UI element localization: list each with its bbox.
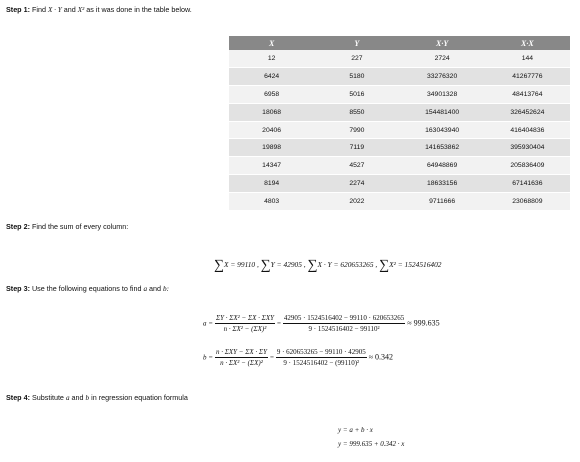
table-row	[229, 67, 570, 85]
table-cell: 144	[485, 50, 570, 67]
table-cell: 48413764	[485, 85, 570, 103]
table-row	[229, 50, 570, 67]
step2-text: Step 2: Find the sum of every column:	[6, 222, 129, 231]
data-table	[229, 36, 570, 211]
table-cell: 14347	[229, 157, 314, 175]
table-cell: 205836409	[485, 157, 570, 175]
eq-b-substituted: $\frac{9 \cdot 620653265 - 99110 \cdot 42905}{\text{9 · 1524516402 − (99110)²}}$	[276, 348, 366, 367]
table-cell: 20406	[229, 121, 314, 139]
table-cell: 18633156	[400, 175, 485, 193]
regression-result: y = 999.635 + 0.342 · x	[338, 440, 405, 448]
eq-a-substituted: $\frac{42905 \cdot 1524516402 - 99110 \cdot 620653265}{\text{9 · 1524516402 − 99110²}}$	[283, 314, 405, 333]
table-row	[229, 121, 570, 139]
eq-a-formula: $\frac{\text{ΣY · ΣX² − ΣX · ΣXY}}{\text{n · ΣX² − (ΣX)²}}$	[215, 314, 275, 333]
sigma-icon: ∑	[214, 258, 224, 273]
step1-label: Step 1:	[6, 5, 30, 14]
step4-text: Step 4: Substitute a and b in regression equation formula	[6, 393, 188, 402]
table-cell: 4803	[229, 193, 314, 211]
table-cell: 154481400	[400, 103, 485, 121]
step1-text: Step 1: Find X · Y and X² as it was done in the table below.	[6, 5, 192, 14]
table-cell: 33276320	[400, 67, 485, 85]
header-xx: X·X	[485, 36, 570, 50]
table-row	[229, 157, 570, 175]
table-row	[229, 175, 570, 193]
table-cell: 4527	[314, 157, 399, 175]
regression-general: y = a + b · x	[338, 426, 373, 434]
table-cell: 395930404	[485, 139, 570, 157]
table-cell: 41267776	[485, 67, 570, 85]
step4-label: Step 4:	[6, 393, 30, 402]
sigma-icon: ∑	[307, 258, 318, 273]
equation-b: b = $\frac{\text{n · ΣXY − ΣX · ΣY}}{\text{n · ΣX² − (ΣX)²}}$ = $\frac{9 \cdot 620653265 - 99110 \cdot 42905}{\text{9 · 1524516402 − (99110)²}}$ ≈ 0.342	[203, 348, 394, 367]
table-cell: 7119	[314, 139, 399, 157]
eq-a-result: ≈ 999.635	[407, 318, 440, 328]
table-cell: 6958	[229, 85, 314, 103]
table-cell: 19898	[229, 139, 314, 157]
sum-xx: X² = 1524516402	[389, 260, 442, 269]
sigma-icon: ∑	[260, 258, 271, 273]
table-cell: 64948869	[400, 157, 485, 175]
eq-a-lhs: a =	[203, 319, 213, 328]
table-cell: 34901328	[400, 85, 485, 103]
table-row	[229, 103, 570, 121]
table-cell: 5016	[314, 85, 399, 103]
column-sums	[214, 258, 442, 274]
table-cell: 9711666	[400, 193, 485, 211]
table-cell: 23068809	[485, 193, 570, 211]
table-row	[229, 193, 570, 211]
table-cell: 416404836	[485, 121, 570, 139]
header-xy: X·Y	[400, 36, 485, 50]
table-cell: 2022	[314, 193, 399, 211]
sum-xy: X · Y = 620653265 ,	[317, 260, 378, 269]
eq-b-formula: $\frac{\text{n · ΣXY − ΣX · ΣY}}{\text{n · ΣX² − (ΣX)²}}$	[215, 348, 267, 367]
table-cell: 163043940	[400, 121, 485, 139]
step3-label: Step 3:	[6, 284, 30, 293]
step2-label: Step 2:	[6, 222, 30, 231]
table-cell: 141653862	[400, 139, 485, 157]
table-cell: 2724	[400, 50, 485, 67]
eq-b-result: ≈ 0.342	[368, 352, 394, 362]
step3-text: Step 3: Use the following equations to find a and b:	[6, 284, 170, 293]
table-cell: 8194	[229, 175, 314, 193]
table-cell: 5180	[314, 67, 399, 85]
sigma-icon: ∑	[379, 258, 390, 273]
sum-x: X = 99110 ,	[223, 260, 259, 269]
table-cell: 18068	[229, 103, 314, 121]
table-cell: 8550	[314, 103, 399, 121]
table-cell: 326452624	[485, 103, 570, 121]
header-y: Y	[314, 36, 399, 50]
table-cell: 67141636	[485, 175, 570, 193]
table-cell: 12	[229, 50, 314, 67]
table-row	[229, 85, 570, 103]
sum-y: Y = 42905 ,	[270, 260, 306, 269]
table-cell: 227	[314, 50, 399, 67]
table-cell: 7990	[314, 121, 399, 139]
table-cell: 6424	[229, 67, 314, 85]
header-x: X	[229, 36, 314, 50]
table-cell: 2274	[314, 175, 399, 193]
equation-a: a = $\frac{\text{ΣY · ΣX² − ΣX · ΣXY}}{\text{n · ΣX² − (ΣX)²}}$ = $\frac{42905 \cdot 1524516402 - 99110 \cdot 620653265}{\text{9 · 1524516402 − 99110²}}$ ≈ 999.635	[203, 314, 440, 333]
table-header-row	[229, 36, 570, 50]
eq-b-lhs: b =	[203, 353, 213, 362]
table-row	[229, 139, 570, 157]
